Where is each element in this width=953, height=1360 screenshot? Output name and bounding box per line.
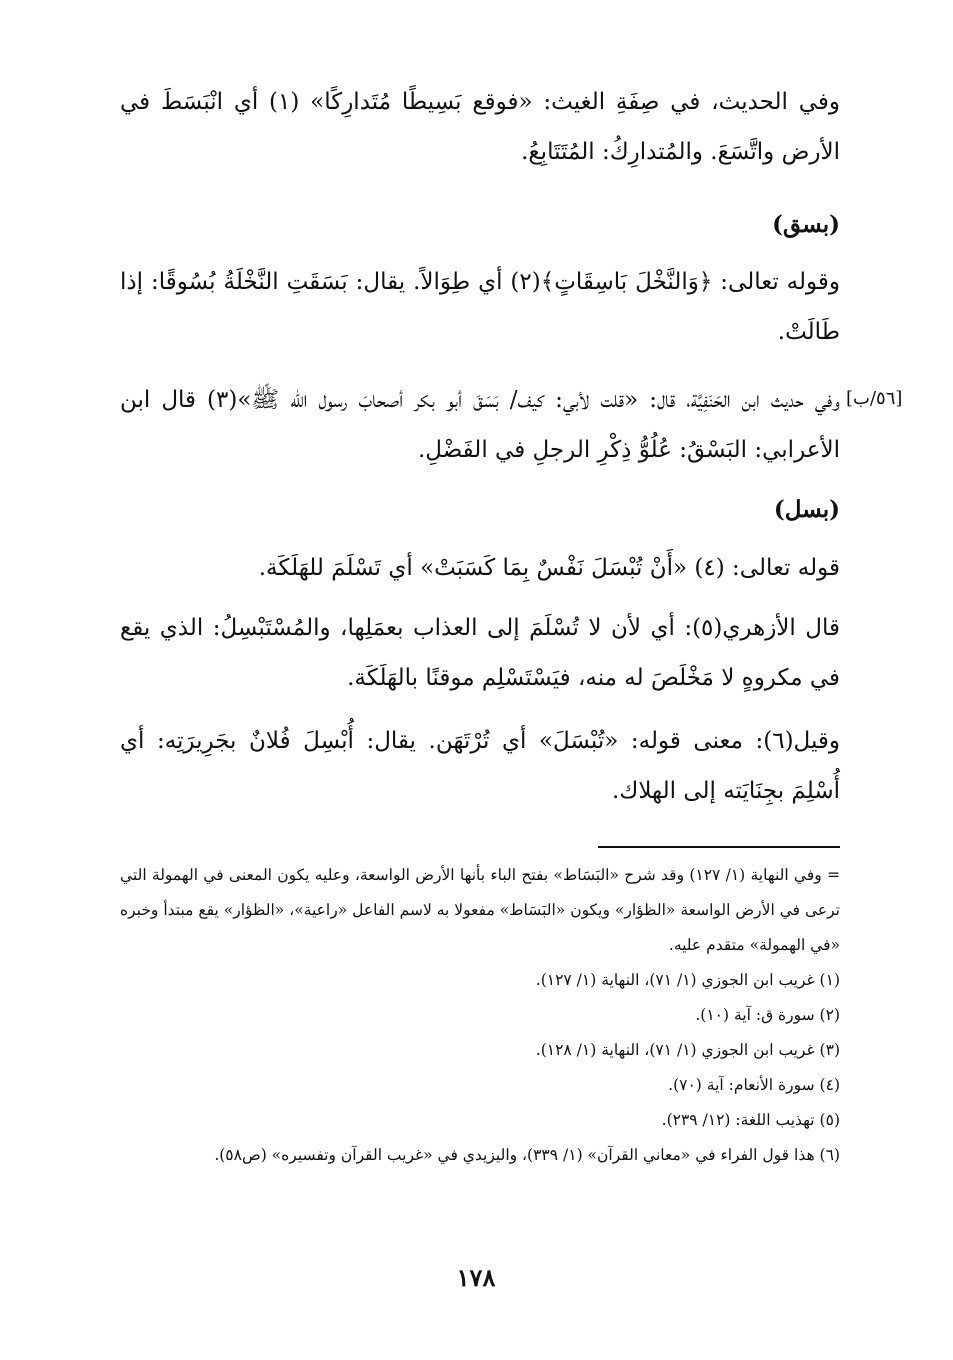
footnote-5: (٥) تهذيب اللغة: (١٢/ ٢٣٩). (661, 1111, 840, 1129)
footnote-1: (١) غريب ابن الجوزي (١/ ٧١)، النهاية (١/ ١٢٧). (535, 971, 840, 989)
footnote-3: (٣) غريب ابن الجوزي (١/ ٧١)، النهاية (١/ ١٢٨). (535, 1041, 840, 1059)
footnote-4: (٤) سورة الأنعام: آية (٧٠). (668, 1076, 840, 1094)
paragraph-2: وقوله تعالى: ﴿وَالنَّخْلَ بَاسِقَاتٍ﴾(٢) أي طِوَالاً. يقال: بَسَقَتِ النَّخْلَةُ بُسُوقًا: إذا طَالَتْ. (120, 269, 840, 345)
paragraph-6: وقيل(٦): معنى قوله: «تُبْسَلَ» أي تُرْتَهَن. يقال: أُبْسِلَ فُلانٌ بجَرِيرَتِه: أي أُسْلِمَ بجِنَايَته إلى الهلاك. (120, 728, 840, 804)
footnote-2: (٢) سورة ق: آية (١٠). (695, 1006, 840, 1024)
paragraph-1: وفي الحديث، في صِفَةِ الغيث: «فوقع بَسِيطًا مُتَدارِكًا» (١) أي انْبَسَطَ في الأرض واتَّسَعَ. والمُتدارِكُ: المُتَتَابِعُ. (120, 89, 841, 165)
manuscript-folio-note: [٥٦/ب] (846, 388, 903, 409)
entry-heading-basaq: (بسق) (772, 211, 840, 238)
footnote-6: (٦) هذا قول الفراء في «معاني القرآن» (١/ ٣٣٩)، واليزيدي في «غريب القرآن وتفسيره» (ص٥٨). (214, 1146, 840, 1164)
page-number: ١٧٨ (456, 1263, 496, 1292)
footnotes (120, 858, 840, 1173)
entry-heading-basal: (بسل) (773, 496, 840, 523)
paragraph-5: قال الأزهري(٥): أي لأن لا تُسْلَمَ إلى العذاب بعمَلِها، والمُسْتَبْسِلُ: الذي يقع في مكروهٍ لا مَخْلَصَ له منه، فيَسْتَسْلِم موقنًا بالهَلَكَة. (120, 615, 840, 691)
footnote-separator (598, 846, 840, 848)
paragraph-3: وفي حديث ابن الحَنَفِيَّة، قال: «قلت لأبي: كيف/ بَسَقَ أبو بكر أصحابَ رسول الله ﷺ»(٣) قال ابن الأعرابي: البَسْقُ: عُلُوُّ ذِكْرِ الرجلِ في الفَضْلِ. (120, 387, 840, 463)
paragraph-4: قوله تعالى: (٤) «أَنْ تُبْسَلَ نَفْسٌ بِمَا كَسَبَتْ» أي تَسْلَمَ للهَلَكَة. (258, 555, 840, 581)
footnote-continuation: = وفي النهاية (١/ ١٢٧) وقد شرح «البَسَاط» بفتح الباء بأنها الأرض الواسعة، وعليه يكون المعنى في الهمولة التي ترعى في الأرض الواسعة «الظؤار» ويكون «البَسَاط» مفعولا به لاسم الفاعل «راعية»، «الظؤار» يقع مبتدأ وخبره «في الهمولة» متقدم عليه. (120, 866, 840, 954)
